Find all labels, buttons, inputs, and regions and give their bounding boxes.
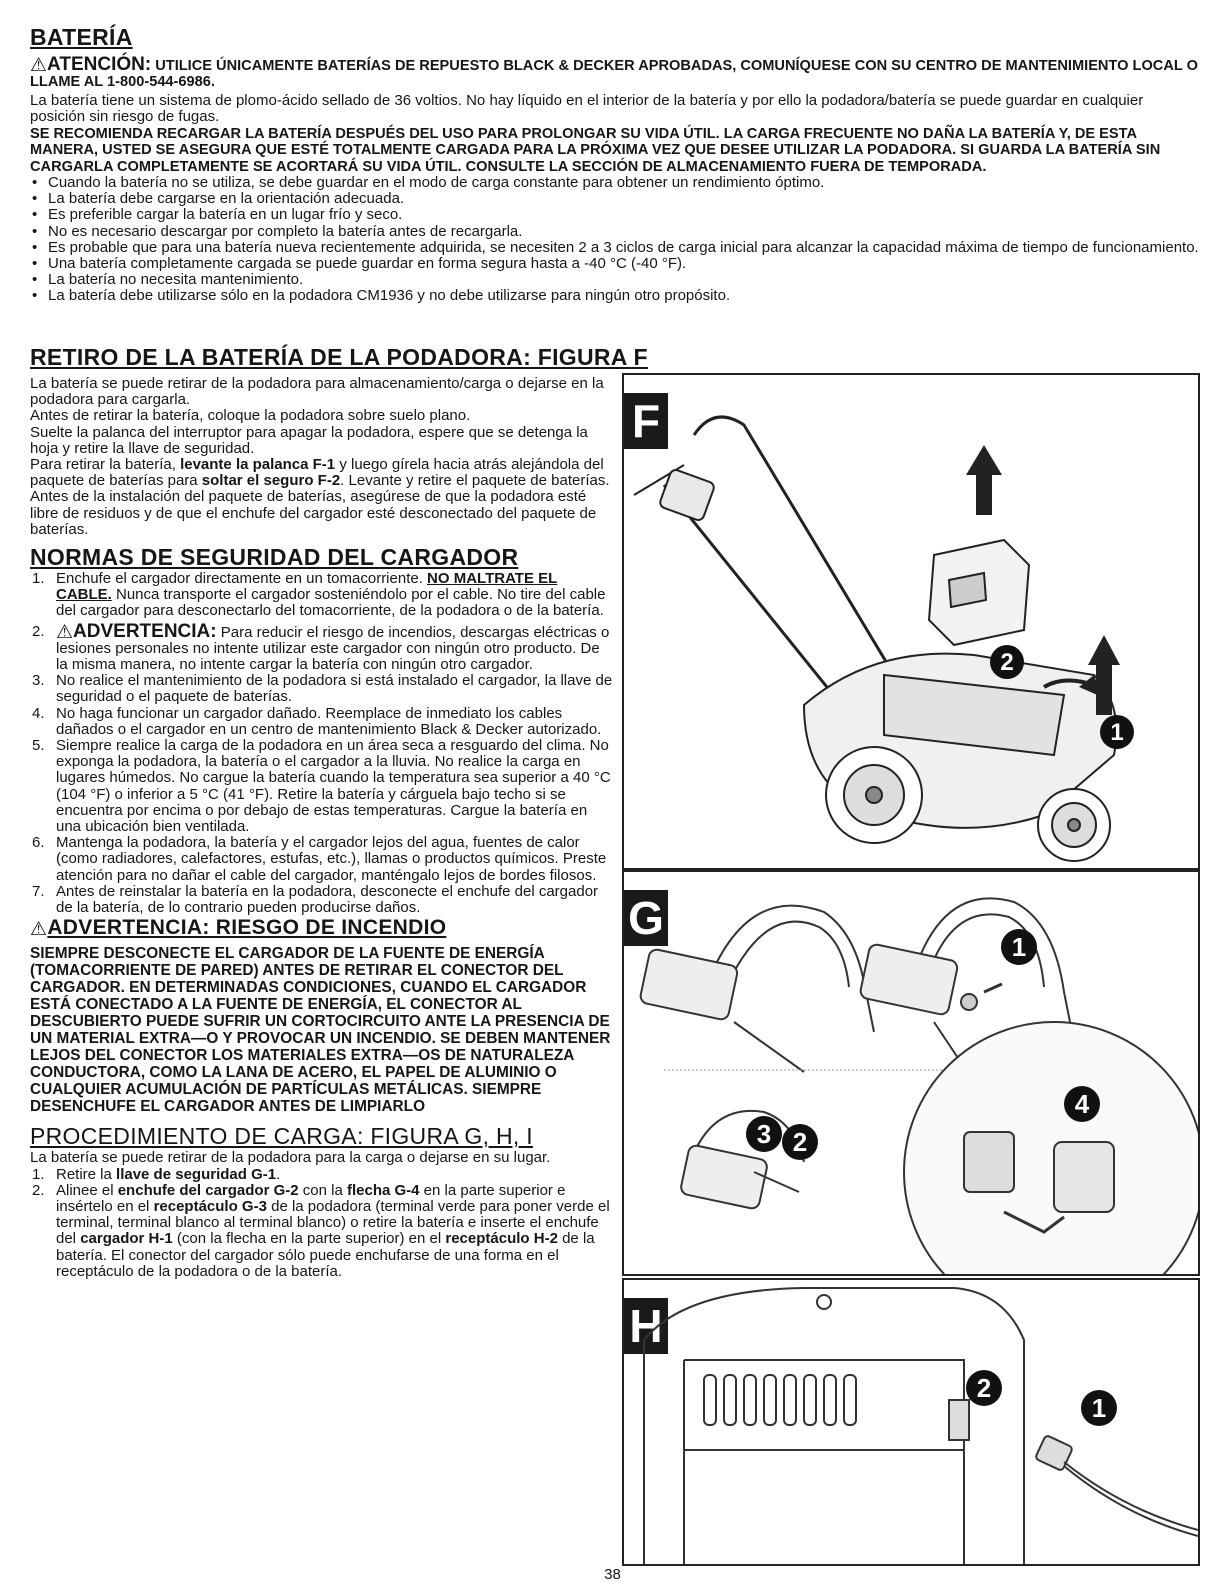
advertencia-label: ADVERTENCIA: bbox=[73, 620, 217, 642]
riesgo-title bbox=[30, 916, 614, 941]
text-run: . Levante y retire el paquete de baterías. bbox=[340, 472, 610, 490]
text-run: Antes de reinstalar la batería en la podadora, desconecte el enchufe del cargador de la batería, de lo contrario pueden producirse daños. bbox=[56, 882, 599, 917]
list-item bbox=[30, 706, 614, 738]
callout-1-number: 1 bbox=[1110, 719, 1124, 746]
list-item bbox=[30, 1183, 614, 1280]
warning-icon: ⚠ bbox=[56, 621, 74, 643]
text-run: Siempre realice la carga de la podadora en un área seca a resguardo del clima. No exponga la podadora, la batería o el cargador a la lluvia. No realice la carga en lugares húmedos. No cargue la batería cuando la temperatura sea superior a 40 °C (104 °F) o inferior a 5 °C (41 °F). Retire la batería y cárguela bajo techo si se encuentra por encima o por debajo de estas temperaturas. Cargue la batería en una ubicación bien ventilada. bbox=[56, 737, 611, 836]
figure-f-illustration bbox=[624, 375, 1198, 868]
text-run-bold: enchufe del cargador G-2 bbox=[117, 1181, 299, 1199]
callout-h1 bbox=[1081, 1390, 1117, 1426]
riesgo-title-text: ADVERTENCIA: RIESGO DE INCENDIO bbox=[47, 916, 447, 940]
text-run-bold: soltar el seguro F-2 bbox=[201, 472, 341, 490]
list-item: • La batería no necesita mantenimiento. bbox=[30, 272, 1200, 288]
text-run-bold: flecha G-4 bbox=[346, 1181, 420, 1199]
callout-h2-number: 2 bbox=[976, 1373, 992, 1403]
item-number: 5. bbox=[32, 737, 45, 755]
bateria-bullets bbox=[30, 175, 1200, 305]
item-number: 7. bbox=[32, 882, 45, 900]
bateria-intro: La batería tiene un sistema de plomo-ácido sellado de 36 voltios. No hay líquido en el interior de la batería y por ello la podadora/batería se puede guardar en cualquier posición sin riesgo de fugas. bbox=[30, 91, 1144, 125]
riesgo-text: SIEMPRE DESCONECTE EL CARGADOR DE LA FUENTE DE ENERGÍA (TOMACORRIENTE DE PARED) ANTES DE RETIRAR EL CONECTOR DEL CARGADOR. EN DETERMINADAS CONDICIONES, CUANDO EL CARGADOR ESTÁ CONECTADO A LA FUENTE DE ENERGÍA, EL CONECTOR AL DESCUBIERTO PUEDE SUFRIR UN CORTOCIRCUITO ANTE LA PRESENCIA DE UN MATERIAL EXTRA—O Y PROVOCAR UN INCENDIO. SE DEBEN MANTENER LEJOS DEL CONECTOR LOS MATERIALES EXTRA—OS DE NATURALEZA CONDUCTORA, COMO LA LANA DE ACERO, EL PAPEL DE ALUMINIO O CUALQUIER ACUMULACIÓN DE PARTÍCULAS METÁLICAS. SIEMPRE DESENCHUFE EL CARGADOR ANTES DE LIMPIARLO bbox=[30, 945, 611, 1116]
text-run: No realice el mantenimiento de la podadora si está instalado el cargador, la llave de seguridad o el paquete de baterías. bbox=[56, 672, 613, 706]
attention-label: ATENCIÓN: bbox=[47, 54, 152, 75]
bateria-recommendation: SE RECOMIENDA RECARGAR LA BATERÍA DESPUÉS DEL USO PARA PROLONGAR SU VIDA ÚTIL. LA CARGA FRECUENTE NO DAÑA LA BATERÍA Y, DE ESTA MANERA, USTED SE ASEGURA QUE ESTÉ TOTALMENTE CARGADA PARA LA PRÓXIMA VEZ QUE DESEE UTILIZAR LA PODADORA. SI GUARDA LA BATERÍA SIN CARGARLA COMPLETAMENTE SE ACORTARÁ SU VIDA ÚTIL. CONSULTE LA SECCIÓN DE ALMACENAMIENTO FUERA DE TEMPORADA. bbox=[30, 126, 1161, 175]
item-number: 3. bbox=[32, 672, 45, 690]
figure-h-label: H bbox=[624, 1298, 668, 1354]
procedimiento-intro: La batería se puede retirar de la podadora para la carga o dejarse en su lugar. bbox=[30, 1149, 551, 1167]
text-run: Retire la bbox=[56, 1165, 117, 1183]
figure-h-illustration bbox=[624, 1280, 1198, 1564]
figure-g-illustration bbox=[624, 872, 1198, 1274]
callout-g2 bbox=[782, 1124, 818, 1160]
list-item bbox=[30, 673, 614, 705]
callout-2 bbox=[990, 645, 1024, 679]
warning-icon: ⚠ bbox=[30, 55, 48, 76]
bateria-section bbox=[30, 24, 1200, 305]
list-item bbox=[30, 884, 614, 916]
figure-h bbox=[622, 1278, 1200, 1566]
item-number: 1. bbox=[32, 570, 45, 588]
retiro-p4 bbox=[30, 457, 614, 489]
list-item bbox=[30, 835, 614, 884]
text-run: . bbox=[276, 1165, 281, 1183]
item-number: 2. bbox=[32, 1181, 45, 1199]
text-run-bold: receptáculo G-3 bbox=[153, 1197, 267, 1215]
callout-g1 bbox=[1001, 929, 1037, 965]
list-item bbox=[30, 738, 614, 835]
item-number: 6. bbox=[32, 834, 45, 852]
item-number: 4. bbox=[32, 704, 45, 722]
figure-g bbox=[622, 870, 1200, 1276]
retiro-p5: Antes de la instalación del paquete de baterías, asegúrese de que la podadora esté libre de residuos y de que el enchufe del cargador esté desconectado del paquete de baterías. bbox=[30, 488, 597, 538]
list-item: • Es preferible cargar la batería en un lugar frío y seco. bbox=[30, 207, 1200, 223]
text-run: Para reducir el riesgo de incendios, descargas eléctricas o lesiones personales no intente utilizar este cargador con ningún otro producto. De la misma manera, no intente cargar la batería con ningún otro cargador. bbox=[56, 623, 610, 674]
text-run: Nunca transporte el cargador sosteniéndolo por el cable. No tire del cable del cargador para desconectarlo del tomacorriente, de la podadora o de la batería. bbox=[56, 586, 606, 620]
normas-list bbox=[30, 571, 614, 916]
figure-f bbox=[622, 373, 1200, 870]
callout-h2 bbox=[966, 1370, 1002, 1406]
list-item: • La batería debe cargarse en la orientación adecuada. bbox=[30, 191, 1200, 207]
callout-g3 bbox=[746, 1116, 782, 1152]
retiro-p2: Antes de retirar la batería, coloque la podadora sobre suelo plano. bbox=[30, 407, 471, 425]
left-column bbox=[30, 376, 614, 1280]
callout-g4-number: 4 bbox=[1074, 1089, 1090, 1119]
text-run: de la podadora (terminal verde para poner verde el terminal, terminal blanco al terminal blanco) o retire la batería e inserte el enchufe del bbox=[56, 1197, 610, 1248]
procedimiento-list bbox=[30, 1167, 614, 1280]
list-item: • La batería debe utilizarse sólo en la podadora CM1936 y no debe utilizarse para ningún otro propósito. bbox=[30, 288, 1200, 304]
callout-1 bbox=[1100, 715, 1134, 749]
text-run: Para retirar la batería, bbox=[30, 456, 181, 474]
figure-f-label: F bbox=[624, 393, 668, 449]
text-run-bold: levante la palanca F-1 bbox=[180, 456, 336, 474]
text-run: y luego gírela hacia atrás alejándola del paquete de baterías para bbox=[30, 456, 604, 490]
procedimiento-title: PROCEDIMIENTO DE CARGA: FIGURA G, H, I bbox=[30, 1123, 533, 1150]
item-number: 2. bbox=[32, 622, 45, 640]
normas-title: NORMAS DE SEGURIDAD DEL CARGADOR bbox=[30, 544, 519, 571]
bateria-title: BATERÍA bbox=[30, 24, 133, 50]
warning-icon: ⚠ bbox=[30, 919, 48, 941]
list-item bbox=[30, 571, 614, 620]
text-run-bold: llave de seguridad G-1 bbox=[116, 1165, 277, 1183]
callout-g1-number: 1 bbox=[1011, 932, 1027, 962]
retiro-p1: La batería se puede retirar de la podadora para almacenamiento/carga o dejarse en la podadora para cargarla. bbox=[30, 375, 604, 409]
text-run: de la batería. El conector del cargador sólo puede enchufarse de una forma en el receptáculo de la podadora o de la batería. bbox=[56, 1230, 595, 1280]
list-item: • Es probable que para una batería nueva recientemente adquirida, se necesiten 2 a 3 ciclos de carga inicial para alcanzar la capacidad máxima de tiempo de funcionamiento. bbox=[30, 240, 1200, 256]
figure-g-label: G bbox=[624, 890, 668, 946]
text-run-bold: NO MALTRATE EL CABLE. bbox=[56, 570, 558, 604]
list-item: • No es necesario descargar por completo la batería antes de recargarla. bbox=[30, 224, 1200, 240]
text-run: Enchufe el cargador directamente en un tomacorriente. bbox=[56, 570, 428, 588]
callout-g2-number: 2 bbox=[792, 1127, 808, 1157]
retiro-p3: Suelte la palanca del interruptor para apagar la podadora, espere que se detenga la hoja y retire la llave de seguridad. bbox=[30, 423, 588, 457]
text-run: (con la flecha en la parte superior) en el bbox=[172, 1230, 446, 1248]
callout-g3-number: 3 bbox=[756, 1119, 772, 1149]
callout-g4 bbox=[1064, 1086, 1100, 1122]
attention-text: UTILICE ÚNICAMENTE BATERÍAS DE REPUESTO BLACK & DECKER APROBADAS, COMUNÍQUESE CON SU CENTRO DE MANTENIMIENTO LOCAL O LLAME AL 1-800-544-6986. bbox=[30, 58, 1198, 91]
list-item: • Cuando la batería no se utiliza, se debe guardar en el modo de carga constante para obtener un rendimiento óptimo. bbox=[30, 175, 1200, 191]
text-run: Mantenga la podadora, la batería y el cargador lejos del agua, fuentes de calor (como radiadores, calefactores, estufas, etc.), llamas o productos químicos. Preste atención para no dañar el cable del cargador, manténgalo lejos de bordes filosos. bbox=[56, 834, 607, 884]
list-item: • Una batería completamente cargada se puede guardar en forma segura hasta a -40 °C (-40 °F). bbox=[30, 256, 1200, 272]
text-run: No haga funcionar un cargador dañado. Reemplace de inmediato los cables dañados o el cargador en un centro de mantenimiento Black & Decker autorizado. bbox=[56, 704, 602, 738]
text-run-bold: cargador H-1 bbox=[80, 1230, 173, 1248]
text-run-bold: receptáculo H-2 bbox=[445, 1230, 558, 1248]
text-run: en la parte superior e insértelo en el bbox=[56, 1181, 566, 1215]
retiro-title: RETIRO DE LA BATERÍA DE LA PODADORA: FIGURA F bbox=[30, 344, 648, 370]
list-item bbox=[30, 620, 614, 674]
text-run: Alinee el bbox=[56, 1181, 118, 1199]
callout-h1-number: 1 bbox=[1091, 1393, 1107, 1423]
callout-2-number: 2 bbox=[1000, 649, 1014, 676]
item-number: 1. bbox=[32, 1165, 45, 1183]
page-number: 38 bbox=[604, 1566, 621, 1583]
list-item bbox=[30, 1167, 614, 1183]
text-run: con la bbox=[298, 1181, 347, 1199]
attention-paragraph bbox=[30, 54, 1200, 91]
